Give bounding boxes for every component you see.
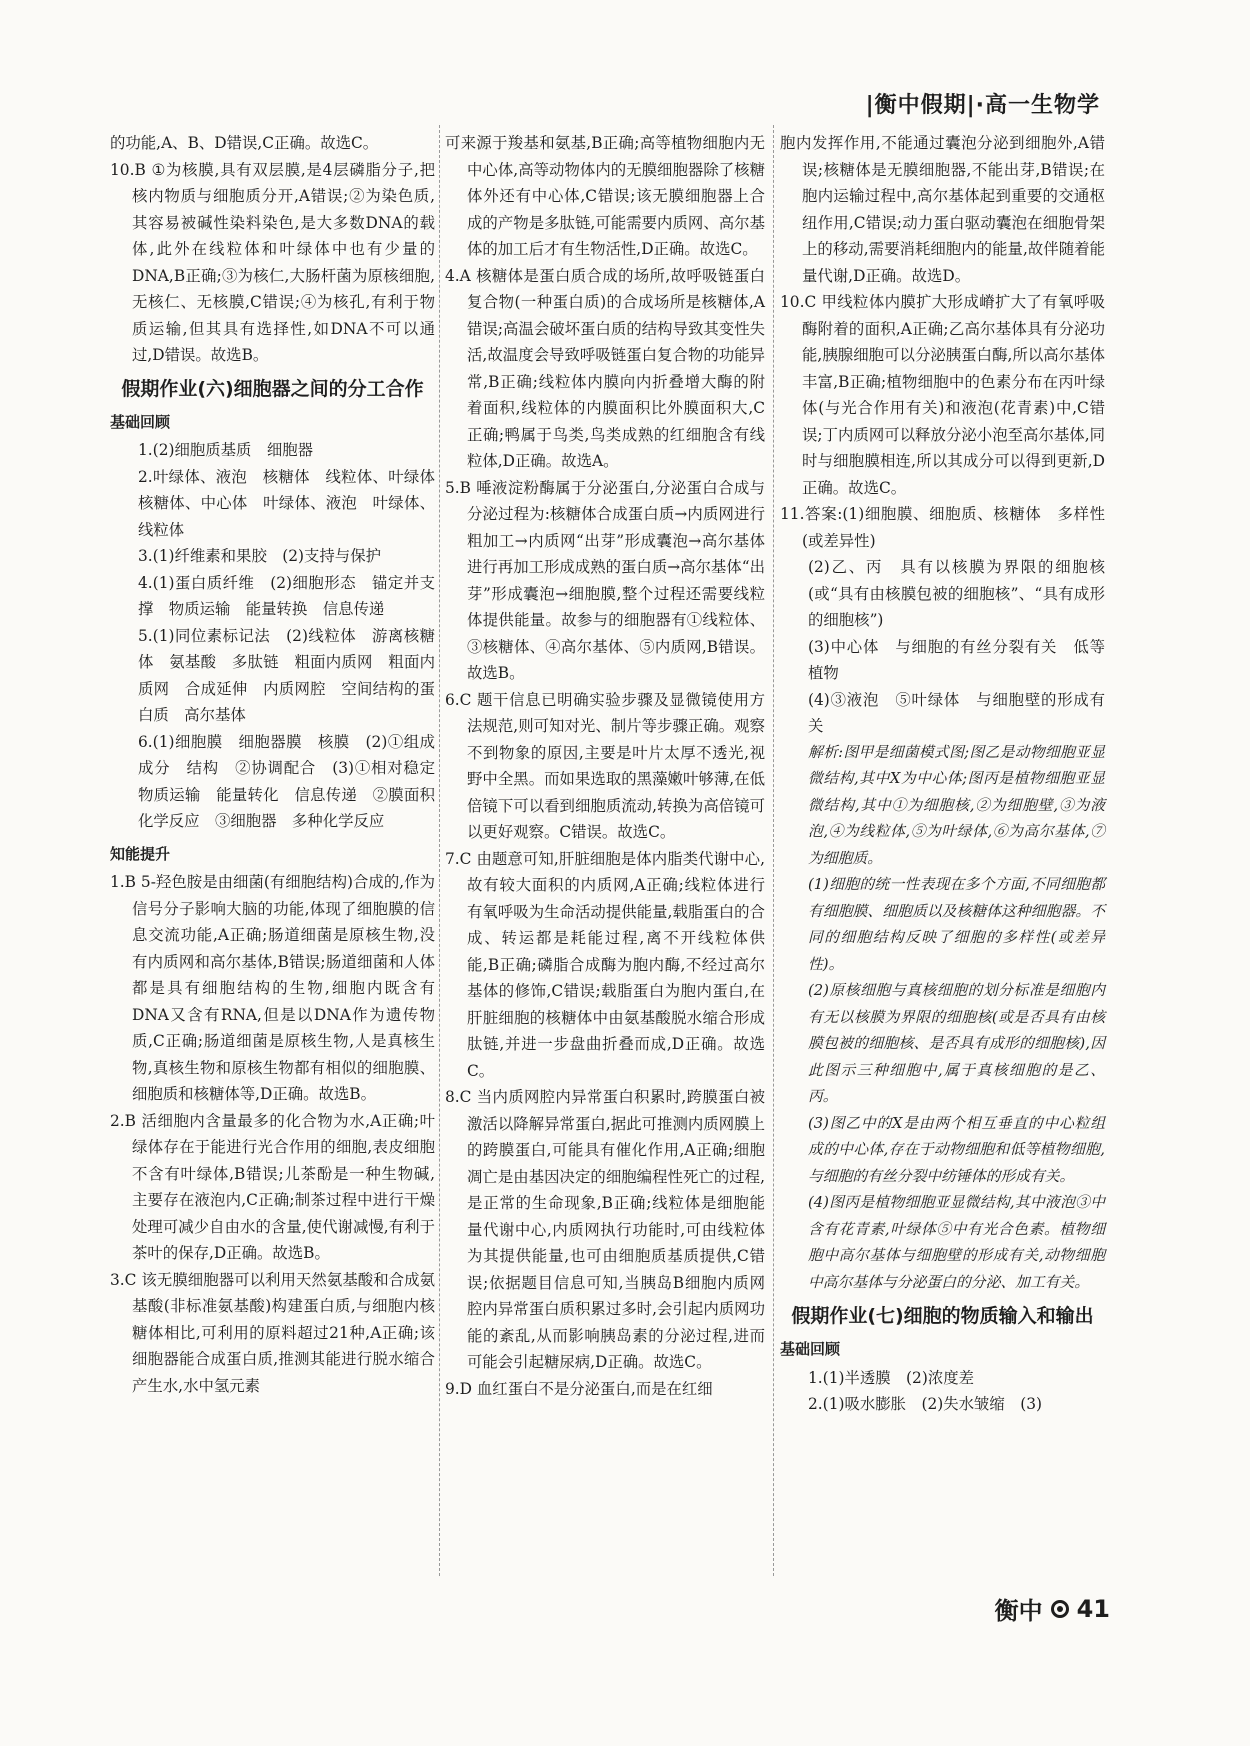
- answer-paragraph: 2.B 活细胞内含量最多的化合物为水,A正确;叶绿体存在于能进行光合作用的细胞,表皮细胞不含有叶绿体,B错误;儿茶酚是一种生物碱,主要存在液泡内,C正确;制茶过程中进行干燥处理可减少自由水的含量,使代谢减慢,有利于茶叶的保存,D正确。故选B。: [110, 1111, 435, 1262]
- footer-brand: 衡中: [994, 1597, 1043, 1625]
- answer-line: (4)③液泡 ⑤叶绿体 与细胞壁的形成有关: [808, 690, 1105, 735]
- answer-paragraph: 可来源于羧基和氨基,B正确;高等植物细胞内无中心体,高等动物体内的无膜细胞器除了核糖体外还有中心体,C错误;该无膜细胞器上合成的产物是多肽链,可能需要内质网、高尔基体的加工后才有生物活性,D正确。故选C。: [445, 134, 765, 258]
- answer-paragraph: 10.B ①为核膜,具有双层膜,是4层磷脂分子,把核内物质与细胞质分开,A错误;②为染色质,其容易被碱性染料染色,是大多数DNA的载体,此外在线粒体和叶绿体中也有少量的DNA,B正确;③为核仁,大肠杆菌为原核细胞,无核仁、无核膜,C错误;④为核孔,有利于物质运输,但其具有选择性,如DNA不可以通过,D错误。故选B。: [110, 160, 435, 364]
- running-header: |衡中假期|·高一生物学: [865, 93, 1100, 118]
- analysis-paragraph: (4)图丙是植物细胞亚显微结构,其中液泡③中含有花青素,叶绿体⑤中有光合色素。植物细胞中高尔基体与细胞壁的形成有关,动物细胞中高尔基体与分泌蛋白的分泌、加工有关。: [808, 1194, 1105, 1291]
- section-title: 假期作业(七)细胞的物质输入和输出: [791, 1305, 1094, 1327]
- answer-line: 1.(2)细胞质基质 细胞器: [138, 441, 314, 459]
- page-footer: [995, 1591, 1110, 1626]
- answer-paragraph: 10.C 甲线粒体内膜扩大形成嵴扩大了有氧呼吸酶附着的面积,A正确;乙高尔基体具有分泌功能,胰腺细胞可以分泌胰蛋白酶,所以高尔基体丰富,B正确;植物细胞中的色素分布在丙叶绿体(与光合作用有关)和液泡(花青素)中,C错误;丁内质网可以释放分泌小泡至高尔基体,同时与细胞膜相连,所以其成分可以得到更新,D正确。故选C。: [780, 293, 1105, 497]
- sub-heading: 基础回顾: [780, 1340, 841, 1358]
- answer-line: 6.(1)细胞膜 细胞器膜 核膜 (2)①组成成分 结构 ②协调配合 (3)①相对稳定 物质运输 能量转化 信息传递 ②膜面积 化学反应 ③细胞器 多种化学反应: [138, 732, 451, 830]
- sub-heading: 知能提升: [110, 844, 171, 863]
- answer-paragraph: 的功能,A、B、D错误,C正确。故选C。: [110, 134, 379, 152]
- answer-line: 5.(1)同位素标记法 (2)线粒体 游离核糖体 氨基酸 多肽链 粗面内质网 粗面内质网 合成延伸 内质网腔 空间结构的蛋白质 高尔基体: [138, 626, 435, 724]
- text-column-3: [780, 130, 1105, 1576]
- column-divider: [439, 125, 440, 1576]
- answer-line: (2)乙、丙 具有以核膜为界限的细胞核(或“具有由核膜包被的细胞核”、“具有成形的细胞核”): [808, 558, 1105, 629]
- answer-line: 2.(1)吸水膨胀 (2)失水皱缩 (3): [808, 1395, 1042, 1413]
- analysis-paragraph: 解析:图甲是细菌模式图;图乙是动物细胞亚显微结构,其中X为中心体;图丙是植物细胞亚显微结构,其中①为细胞核,②为细胞壁,③为液泡,④为线粒体,⑤为叶绿体,⑥为高尔基体,⑦为细胞质。: [808, 743, 1105, 867]
- sub-heading: 基础回顾: [110, 412, 171, 431]
- answer-line: 1.(1)半透膜 (2)浓度差: [808, 1368, 975, 1387]
- answer-paragraph: 4.A 核糖体是蛋白质合成的场所,故呼吸链蛋白复合物(一种蛋白质)的合成场所是核糖体,A错误;高温会破坏蛋白质的结构导致其变性失活,故温度会导致呼吸链蛋白复合物的功能异常,B正确;线粒体内膜向内折叠增大酶的附着面积,线粒体的内膜面积比外膜面积大,C正确;鸭属于鸟类,鸟类成熟的红细胞含有线粒体,D正确。故选A。: [445, 266, 765, 470]
- analysis-paragraph: (3)图乙中的X是由两个相互垂直的中心粒组成的中心体,存在于动物细胞和低等植物细胞,与细胞的有丝分裂中纺锤体的形成有关。: [808, 1114, 1105, 1185]
- answer-paragraph: 3.C 该无膜细胞器可以利用天然氨基酸和合成氨基酸(非标准氨基酸)构建蛋白质,与细胞内核糖体相比,可利用的原料超过21种,A正确;该细胞器能合成蛋白质,推测其能进行脱水缩合产生水,水中氢元素: [110, 1270, 435, 1395]
- answer-paragraph: 9.D 血红蛋白不是分泌蛋白,而是在红细: [445, 1379, 713, 1398]
- answer-paragraph: 11.答案:(1)细胞膜、细胞质、核糖体 多样性(或差异性): [780, 505, 1105, 550]
- answer-paragraph: 6.C 题干信息已明确实验步骤及显微镜使用方法规范,则可知对光、制片等步骤正确。观察不到物象的原因,主要是叶片太厚不透光,视野中全黑。而如果选取的黑藻嫩叶够薄,在低倍镜下可以看到细胞质流动,转换为高倍镜可以更好观察。C错误。故选C。: [445, 690, 765, 841]
- answer-paragraph: 5.B 唾液淀粉酶属于分泌蛋白,分泌蛋白合成与分泌过程为:核糖体合成蛋白质→内质网进行粗加工→内质网“出芽”形成囊泡→高尔基体进行再加工形成成熟的蛋白质→高尔基体“出芽”形成囊泡→细胞膜,整个过程还需要线粒体提供能量。故参与的细胞器有①线粒体、③核糖体、④高尔基体、⑤内质网,B错误。故选B。: [445, 478, 765, 682]
- answer-paragraph: 胞内发挥作用,不能通过囊泡分泌到细胞外,A错误;核糖体是无膜细胞器,不能出芽,B错误;在胞内运输过程中,高尔基体起到重要的交通枢纽作用,C错误;动力蛋白驱动囊泡在细胞骨架上的移动,需要消耗细胞内的能量,故伴随着能量代谢,D正确。故选D。: [780, 134, 1105, 285]
- answer-paragraph: 7.C 由题意可知,肝脏细胞是体内脂类代谢中心,故有较大面积的内质网,A正确;线粒体进行有氧呼吸为生命活动提供能量,载脂蛋白的合成、转运都是耗能过程,离不开线粒体供能,B正确;磷脂合成酶为胞内酶,不经过高尔基体的修饰,C错误;载脂蛋白为胞内蛋白,在肝脏细胞的核糖体中由氨基酸脱水缩合形成肽链,并进一步盘曲折叠而成,D正确。故选C。: [445, 849, 765, 1080]
- answer-paragraph: 8.C 当内质网腔内异常蛋白积累时,跨膜蛋白被激活以降解异常蛋白,据此可推测内质网膜上的跨膜蛋白,可能具有催化作用,A正确;细胞凋亡是由基因决定的细胞编程性死亡的过程,是正常的生命现象,B正确;线粒体是细胞能量代谢中心,内质网执行功能时,可由线粒体为其提供能量,也可由细胞质基质提供,C错误;依据题目信息可知,当胰岛B细胞内质网腔内异常蛋白质积累过多时,会引起内质网功能的紊乱,从而影响胰岛素的分泌过程,进而可能会引起糖尿病,D正确。故选C。: [445, 1088, 765, 1371]
- analysis-paragraph: (2)原核细胞与真核细胞的划分标准是细胞内有无以核膜为界限的细胞核(或是否具有由核膜包被的细胞核、是否具有成形的细胞核),因此图示三种细胞中,属于真核细胞的是乙、丙。: [808, 982, 1105, 1105]
- answer-line: 2.叶绿体、液泡 核糖体 线粒体、叶绿体 核糖体、中心体 叶绿体、液泡 叶绿体、线粒体: [138, 467, 451, 539]
- answer-line: 4.(1)蛋白质纤维 (2)细胞形态 锚定并支撑 物质运输 能量转换 信息传递: [138, 573, 435, 618]
- answer-line: 3.(1)纤维素和果胶 (2)支持与保护: [138, 547, 381, 565]
- brand-logo-icon: [1051, 1600, 1069, 1618]
- answer-line: (3)中心体 与细胞的有丝分裂有关 低等植物: [808, 637, 1105, 682]
- page-number: 41: [1076, 1594, 1110, 1623]
- text-column-1: [110, 130, 451, 1576]
- answer-paragraph: 1.B 5-羟色胺是由细菌(有细胞结构)合成的,作为信号分子影响大脑的功能,体现了细胞膜的信息交流功能,A正确;肠道细菌是原核生物,没有内质网和高尔基体,B错误;肠道细菌和人体都是具有细胞结构的生物,细胞内既含有DNA又含有RNA,但是以DNA作为遗传物质,C正确;肠道细菌是原核生物,人是真核生物,真核生物和原核生物都有相似的细胞膜、细胞质和核糖体等,D正确。故选B。: [110, 873, 435, 1103]
- section-title: 假期作业(六)细胞器之间的分工合作: [121, 377, 424, 400]
- column-divider: [773, 125, 774, 1576]
- text-column-2: [445, 130, 765, 1576]
- analysis-paragraph: (1)细胞的统一性表现在多个方面,不同细胞都有细胞膜、细胞质以及核糖体这种细胞器。不同的细胞结构反映了细胞的多样性(或差异性)。: [808, 876, 1105, 973]
